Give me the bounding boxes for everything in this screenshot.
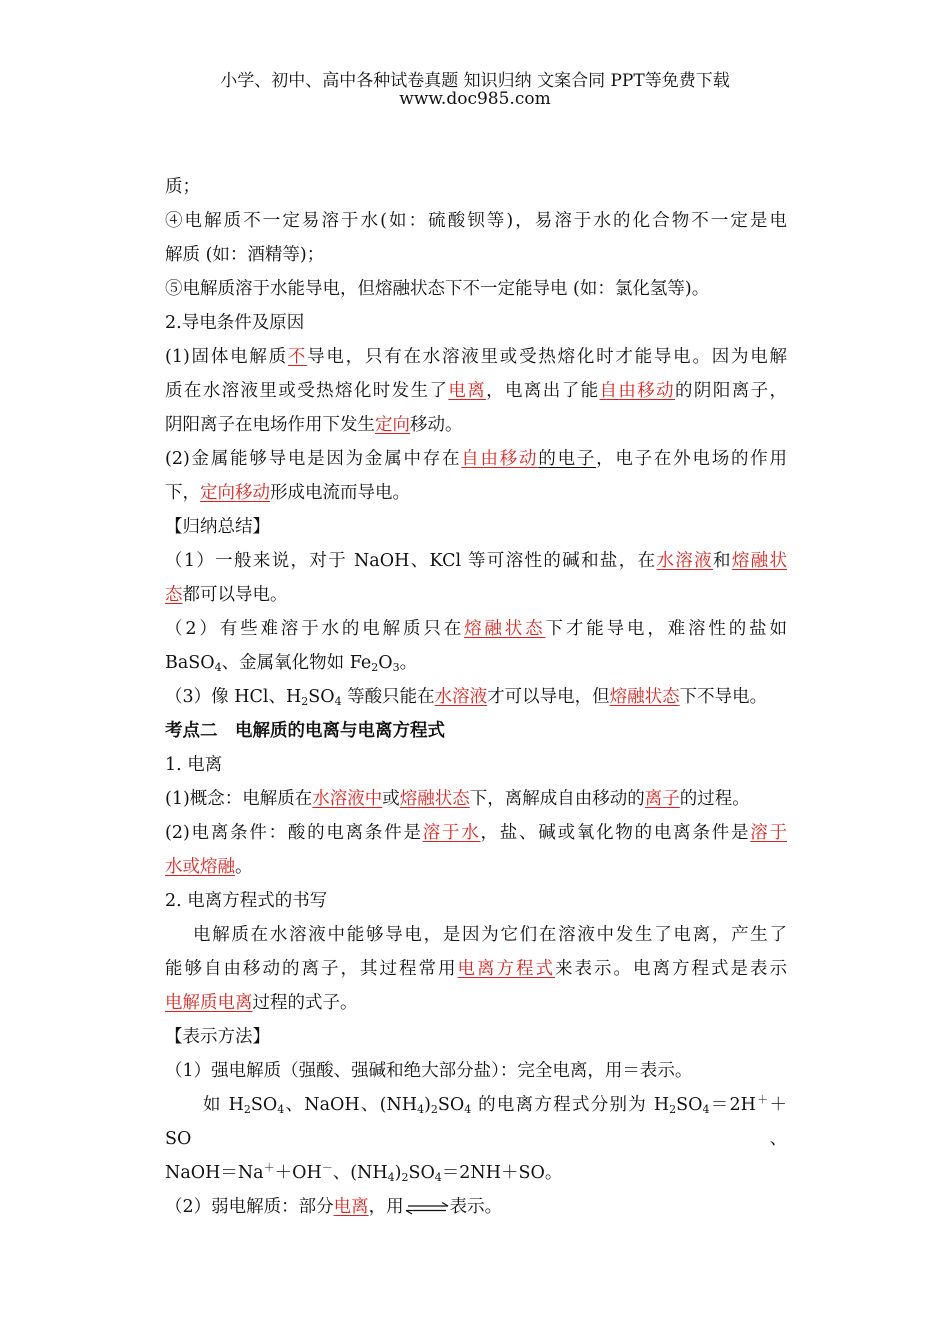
- answer-blank: 不: [287, 347, 308, 367]
- para-2-line-2: 解质 (如：酒精等)；: [165, 245, 325, 265]
- para-5-line-1: (1)固体电解质不导电，只有在水溶液里或受热熔化时才能导电。因为电解: [165, 347, 788, 367]
- header-line-2: www.doc985.com: [399, 89, 551, 109]
- summary-2-line-1: （2）有些难溶于水的电解质只在熔融状态下才能导电，难溶性的盐如: [165, 619, 787, 639]
- weak-electrolyte-line: （2）弱电解质：部分电离，用 表示。: [165, 1197, 503, 1217]
- section-heading-kaodian-2: 考点二 电解质的电离与电离方程式: [165, 721, 445, 741]
- answer-blank: 溶于: [750, 823, 788, 843]
- para-6-line-2: 下，定向移动形成电流而导电。: [165, 483, 410, 503]
- strong-electrolyte-line: （1）强电解质（强酸、强碱和绝大部分盐）：完全电离，用＝表示。: [165, 1061, 693, 1081]
- para-1: 质；: [165, 177, 200, 197]
- answer-blank: 溶于水: [422, 823, 481, 843]
- equation-para-line-3: 电解质电离过程的式子。: [165, 993, 358, 1013]
- answer-blank: 水溶液: [656, 551, 713, 571]
- answer-blank: 水溶液: [434, 687, 488, 707]
- answer-blank: 电解质电离: [165, 993, 253, 1013]
- answer-blank: 熔融状态: [464, 619, 546, 639]
- para-5-line-3: 阴阳离子在电场作用下发生定向移动。: [165, 415, 463, 435]
- example-line-1: 如 $H_2SO_4$、NaOH、$(NH_4)_2SO_4$ 的电离方程式分别为 $H_2SO_4=2H^++SO$、: [165, 1093, 788, 1149]
- subheading-ionization: 1. 电离: [165, 755, 223, 775]
- section-heading-conduction: 2.导电条件及原因: [165, 313, 305, 333]
- answer-blank: 熔融状态: [399, 789, 470, 809]
- para-3: ⑤电解质溶于水能导电，但熔融状态下不一定能导电 (如：氯化氢等)。: [165, 279, 710, 299]
- answer-blank: 电离: [448, 381, 487, 401]
- answer-blank: 离子: [644, 789, 680, 809]
- answer-blank: 电离方程式: [457, 959, 555, 979]
- summary-2-line-2: BaSO$_4$、金属氧化物如 $Fe_2O_3$。: [165, 653, 418, 674]
- answer-blank: 态: [165, 585, 183, 605]
- answer-blank: 自由移动: [599, 381, 676, 401]
- answer-blank: 熔融状: [731, 551, 788, 571]
- para-6-line-1: (2)金属能够导电是因为金属中存在自由移动的电子，电子在外电场的作用: [165, 449, 788, 469]
- summary-1-line-2: 态都可以导电。: [165, 585, 288, 605]
- condition-line-1: (2)电离条件：酸的电离条件是溶于水，盐、碱或氧化物的电离条件是溶于: [165, 823, 788, 843]
- summary-heading: 【归纳总结】: [165, 517, 270, 537]
- answer-blank: 定向移动: [200, 483, 270, 503]
- document-body: [165, 170, 787, 1224]
- reversible-arrow-icon: [404, 1201, 450, 1215]
- answer-blank: 熔融状态: [609, 687, 680, 707]
- method-heading: 【表示方法】: [165, 1027, 270, 1047]
- para-5-line-2: 质在水溶液里或受热熔化时发生了电离，电离出了能自由移动的阴阳离子，: [165, 381, 787, 401]
- answer-blank: 定向: [375, 415, 410, 435]
- concept-line: (1)概念：电解质在水溶液中或熔融状态下，离解成自由移动的离子的过程。: [165, 789, 750, 809]
- answer-blank: 电离: [333, 1197, 369, 1217]
- summary-3: （3）像 HCl、$H_2SO_4$ 等酸只能在水溶液才可以导电，但熔融状态下不导电。: [165, 687, 768, 708]
- answer-blank: 自由移动: [461, 449, 539, 469]
- condition-line-2: 水或熔融。: [165, 857, 253, 877]
- para-2-line-1: ④电解质不一定易溶于水(如：硫酸钡等)，易溶于水的化合物不一定是电: [165, 211, 787, 231]
- header-line-1: 小学、初中、高中各种试卷真题 知识归纳 文案合同 PPT等免费下载: [220, 71, 730, 91]
- answer-blank: 水溶液中: [312, 789, 383, 809]
- equation-para-line-1: 电解质在水溶液中能够导电，是因为它们在溶液中发生了电离，产生了: [193, 925, 787, 945]
- answer-blank: 水或熔融: [165, 857, 235, 877]
- equation-para-line-2: 能够自由移动的离子，其过程常用电离方程式来表示。电离方程式是表示: [165, 959, 787, 979]
- subheading-equation: 2. 电离方程式的书写: [165, 891, 328, 911]
- summary-1-line-1: （1）一般来说，对于 NaOH、KCl 等可溶性的碱和盐，在水溶液和熔融状: [165, 551, 788, 571]
- example-line-2: NaOH＝Na＋＋OH－、$(NH_4)_2SO_4=2NH+SO$。: [165, 1161, 563, 1184]
